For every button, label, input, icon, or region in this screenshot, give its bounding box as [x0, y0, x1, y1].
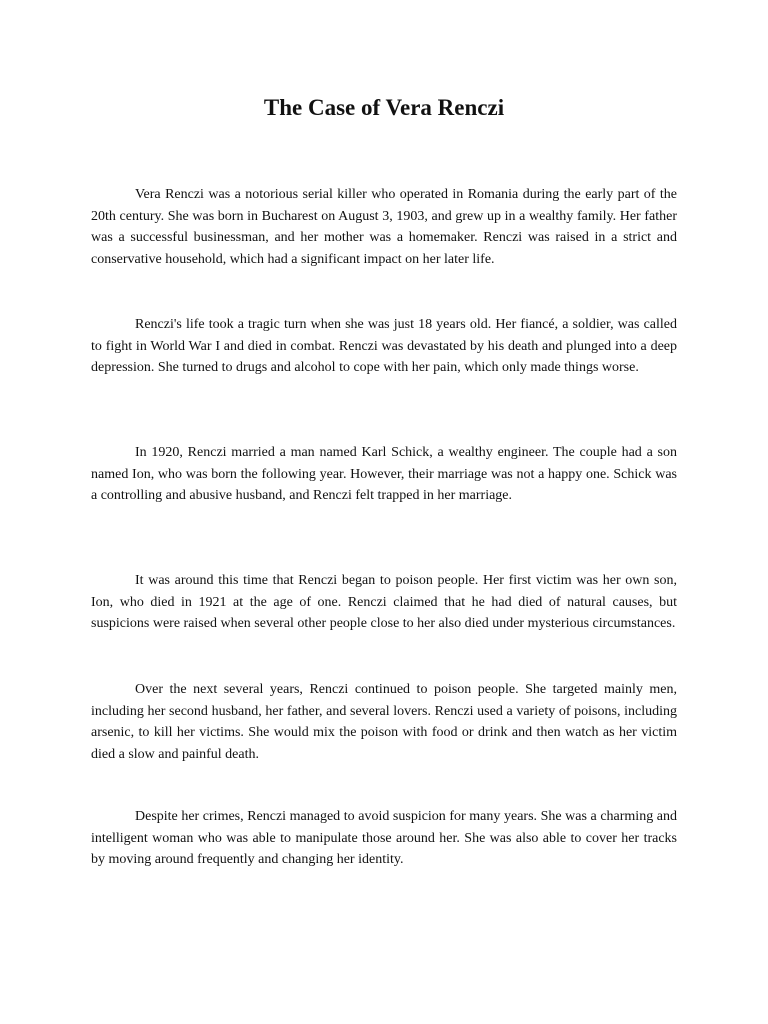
document-title: The Case of Vera Renczi [263, 95, 505, 120]
paragraph-6: Despite her crimes, Renczi managed to avoid suspicion for many years. She was a charming and intelligent woman who was able to manipulate those around her. She was also able to cover her tracks by moving around frequently and changing her identity. [91, 809, 677, 867]
paragraph-2: Renczi's life took a tragic turn when she was just 18 years old. Her fiancé, a soldier, was called to fight in World War I and died in combat. Renczi was devastated by his death and plunged into a deep depression. She turned to drugs and alcohol to cope with her pain, which only made things worse. [91, 317, 677, 375]
paragraph-1: Vera Renczi was a notorious serial killer who operated in Romania during the early part of the 20th century. She was born in Bucharest on August 3, 1903, and grew up in a wealthy family. Her father was a successful businessman, and her mother was a homemaker. Renczi was raised in a strict and conservative household, which had a significant impact on her later life. [91, 187, 677, 267]
paragraph-3: In 1920, Renczi married a man named Karl Schick, a wealthy engineer. The couple had a son named Ion, who was born the following year. However, their marriage was not a happy one. Schick was a controlling and abusive husband, and Renczi felt trapped in her marriage. [91, 445, 677, 503]
paragraph-4: It was around this time that Renczi began to poison people. Her first victim was her own son, Ion, who died in 1921 at the age of one. Renczi claimed that he had died of natural causes, but suspicions were raised when several other people close to her also died under mysterious circumstances. [91, 573, 677, 631]
paragraph-5: Over the next several years, Renczi continued to poison people. She targeted mainly men, including her second husband, her father, and several lovers. Renczi used a variety of poisons, including arsenic, to kill her victims. She would mix the poison with food or drink and then watch as her victim died a slow and painful death. [91, 682, 677, 762]
